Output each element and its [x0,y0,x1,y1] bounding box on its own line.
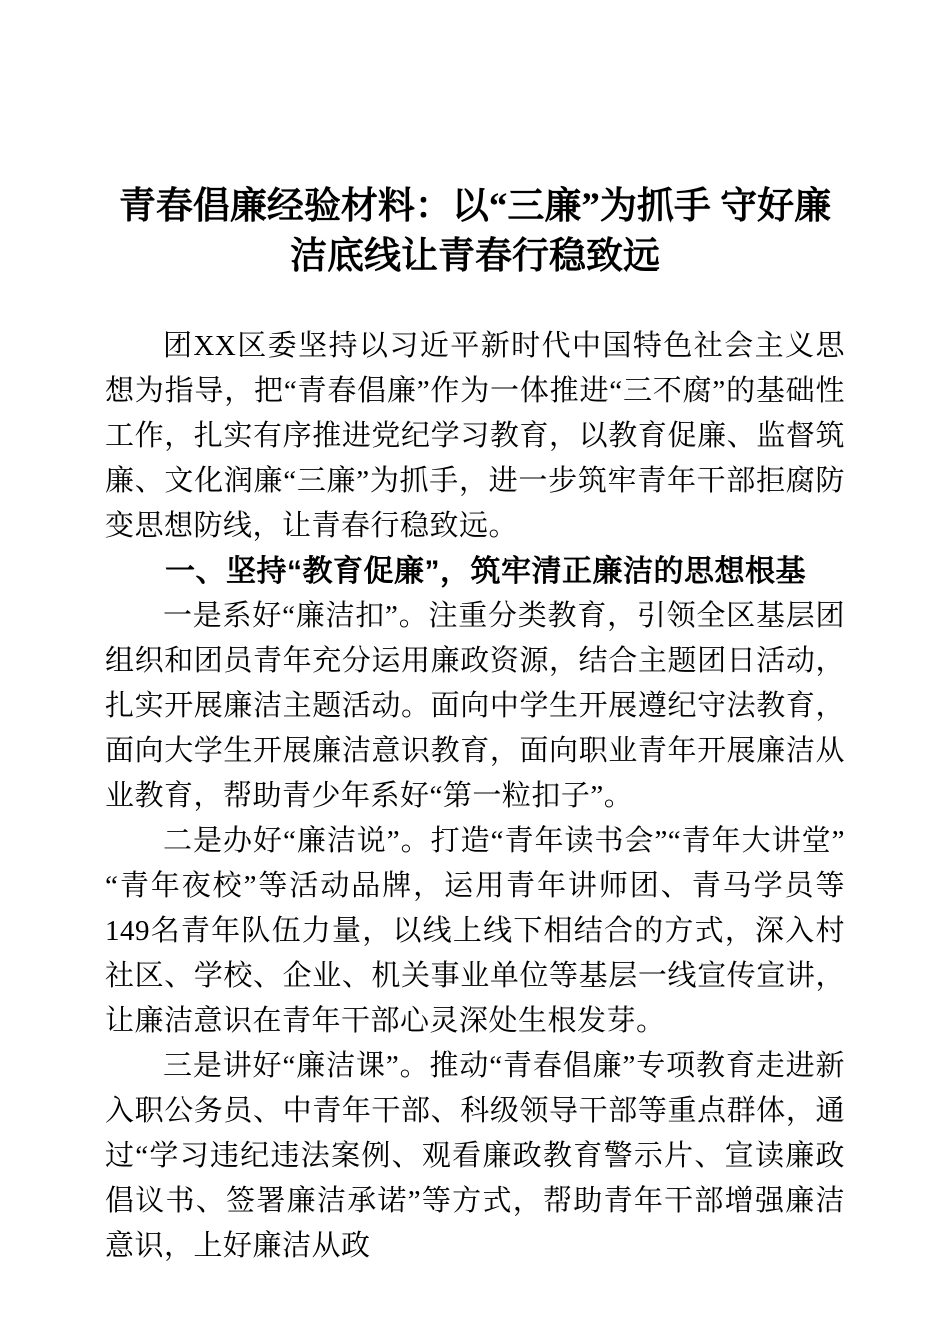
section-heading-1: 一、坚持“教育促廉”，筑牢清正廉洁的思想根基 [165,555,806,588]
paragraph-point-3: 三是讲好“廉洁课”。推动“青春倡廉”专项教育走进新入职公务员、中青年干部、科级领导干部等重点群体，通过“学习违纪违法案例、观看廉政教育警示片、宣读廉政倡议书、签署廉洁承诺”等方式，帮助青年干部增强廉洁意识，上好廉洁从政 [105,1050,845,1262]
paragraph-intro: 团XX区委坚持以习近平新时代中国特色社会主义思想为指导，把“青春倡廉”作为一体推进“三不腐”的基础性工作，扎实有序推进党纪学习教育，以教育促廉、监督筑廉、文化润廉“三廉”为抓手，进一步筑牢青年干部拒腐防变思想防线，让青春行稳致远。 [105,330,845,542]
paragraph-point-2: 二是办好“廉洁说”。打造“青年读书会”“青年大讲堂”“青年夜校”等活动品牌，运用青年讲师团、青马学员等149名青年队伍力量，以线上线下相结合的方式，深入村社区、学校、企业、机关事业单位等基层一线宣传宣讲，让廉洁意识在青年干部心灵深处生根发芽。 [105,825,845,1037]
paragraph-point-1: 一是系好“廉洁扣”。注重分类教育，引领全区基层团组织和团员青年充分运用廉政资源，结合主题团日活动，扎实开展廉洁主题活动。面向中学生开展遵纪守法教育，面向大学生开展廉洁意识教育，面向职业青年开展廉洁从业教育，帮助青少年系好“第一粒扣子”。 [105,600,845,812]
document-title: 青春倡廉经验材料：以“三廉”为抓手 守好廉洁底线让青春行稳致远 [118,186,832,277]
